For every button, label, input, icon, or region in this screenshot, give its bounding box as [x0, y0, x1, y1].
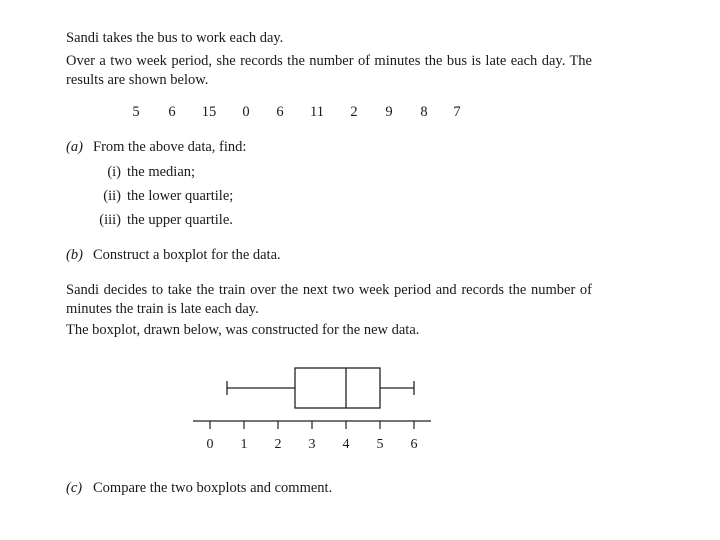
item-text: the lower quartile; — [127, 188, 234, 204]
part-b-label: (b) — [66, 247, 83, 263]
part-a-text: From the above data, find: — [93, 139, 247, 155]
data-value: 9 — [385, 104, 393, 120]
tick-label: 1 — [240, 437, 248, 452]
data-value: 7 — [453, 104, 461, 120]
iqr-box — [295, 368, 380, 408]
item-text: the upper quartile. — [127, 212, 233, 228]
intro-sentence: Sandi takes the bus to work each day. — [66, 30, 284, 46]
train-description: Sandi decides to take the train over the next two week period and records the number of minutes the train is late each day. — [66, 282, 592, 317]
data-value: 6 — [168, 104, 176, 120]
part-c-text: Compare the two boxplots and comment. — [93, 480, 333, 496]
part-c-label: (c) — [66, 480, 83, 496]
tick-label: 2 — [274, 437, 282, 452]
tick-label: 4 — [342, 437, 350, 452]
part-b-text: Construct a boxplot for the data. — [93, 247, 281, 263]
data-value: 15 — [201, 104, 217, 120]
tick-label: 3 — [308, 437, 316, 452]
data-value: 2 — [350, 104, 358, 120]
data-value: 6 — [276, 104, 284, 120]
tick-label: 5 — [376, 437, 384, 452]
data-value: 5 — [132, 104, 140, 120]
data-value: 11 — [310, 104, 324, 120]
part-a-label: (a) — [66, 139, 83, 155]
intro-description: Over a two week period, she records the number of minutes the bus is late each day. The results are shown below. — [66, 53, 592, 88]
tick-label: 0 — [206, 437, 214, 452]
data-value: 8 — [420, 104, 428, 120]
tick-label: 6 — [410, 437, 418, 452]
item-text: the median; — [127, 164, 196, 180]
item-number: (iii) — [99, 212, 121, 228]
item-number: (i) — [107, 164, 121, 180]
data-value: 0 — [242, 104, 250, 120]
item-number: (ii) — [103, 188, 121, 204]
boxplot-intro: The boxplot, drawn below, was constructed for the new data. — [66, 322, 420, 338]
